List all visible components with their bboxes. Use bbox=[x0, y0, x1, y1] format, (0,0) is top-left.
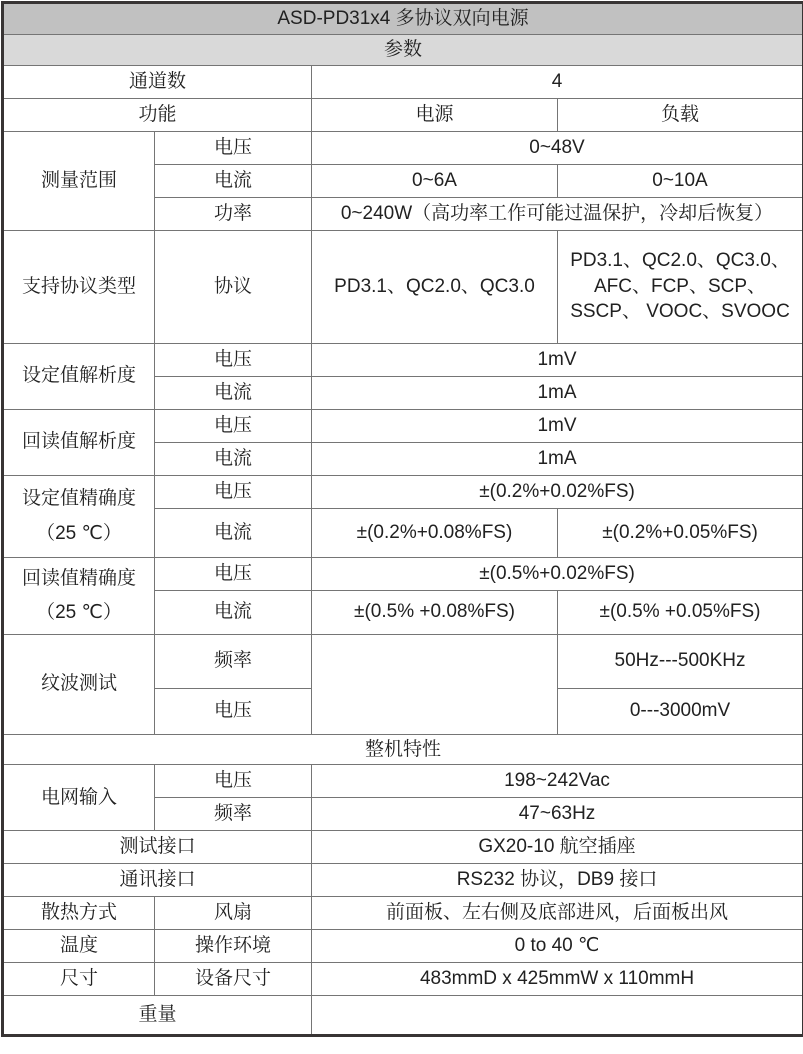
grid-input-voltage-label: 电压 bbox=[155, 765, 312, 798]
protocols-label: 支持协议类型 bbox=[3, 230, 155, 343]
grid-input-freq-value: 47~63Hz bbox=[312, 798, 803, 831]
set-accuracy-label-line1: 设定值精确度 bbox=[21, 488, 136, 509]
channels-value: 4 bbox=[312, 65, 803, 98]
measure-range-label: 测量范围 bbox=[3, 131, 155, 230]
weight-label: 重量 bbox=[3, 996, 312, 1036]
measure-range-voltage-value: 0~48V bbox=[312, 131, 803, 164]
cooling-sub-label: 风扇 bbox=[155, 897, 312, 930]
readback-resolution-voltage-value: 1mV bbox=[312, 409, 803, 442]
section-header-params: 参数 bbox=[3, 34, 803, 65]
set-resolution-current-label: 电流 bbox=[155, 376, 312, 409]
set-accuracy-voltage-value: ±(0.2%+0.02%FS) bbox=[312, 475, 803, 508]
function-label: 功能 bbox=[3, 98, 312, 131]
table-title: ASD-PD31x4 多协议双向电源 bbox=[3, 3, 803, 35]
measure-range-power-label: 功率 bbox=[155, 197, 312, 230]
protocols-load-line3: VOOC、SVOOC bbox=[646, 301, 790, 323]
set-accuracy-voltage-label: 电压 bbox=[155, 475, 312, 508]
readback-accuracy-label-line1: 回读值精确度 bbox=[21, 567, 136, 589]
ripple-test-empty-cell bbox=[312, 634, 558, 734]
comm-port-label: 通讯接口 bbox=[3, 864, 312, 897]
readback-resolution-label: 回读值解析度 bbox=[3, 409, 155, 475]
set-resolution-label: 设定值解析度 bbox=[3, 343, 155, 409]
set-accuracy-current-load: ±(0.2%+0.05%FS) bbox=[558, 508, 803, 557]
set-accuracy-label bbox=[3, 475, 155, 557]
test-port-value: GX20-10 航空插座 bbox=[312, 831, 803, 864]
readback-accuracy-voltage-label: 电压 bbox=[155, 557, 312, 590]
weight-value bbox=[312, 996, 803, 1036]
function-load: 负载 bbox=[558, 98, 803, 131]
readback-accuracy-voltage-value: ±(0.5%+0.02%FS) bbox=[312, 557, 803, 590]
readback-resolution-current-value: 1mA bbox=[312, 442, 803, 475]
protocols-load-line1: PD3.1、QC2.0、QC3.0、 bbox=[570, 250, 790, 272]
dimensions-sub-label: 设备尺寸 bbox=[155, 963, 312, 996]
protocols-sub-label: 协议 bbox=[155, 230, 312, 343]
ripple-test-voltage-value: 0---3000mV bbox=[558, 688, 803, 734]
set-accuracy-label-line2: （25 ℃） bbox=[36, 522, 122, 544]
dimensions-value: 483mmD x 425mmW x 110mmH bbox=[312, 963, 803, 996]
readback-accuracy-label-line2: （25 ℃） bbox=[36, 602, 122, 624]
test-port-label: 测试接口 bbox=[3, 831, 312, 864]
measure-range-current-label: 电流 bbox=[155, 164, 312, 197]
temperature-label: 温度 bbox=[3, 930, 155, 963]
cooling-label: 散热方式 bbox=[3, 897, 155, 930]
ripple-test-freq-label: 频率 bbox=[155, 634, 312, 688]
readback-accuracy-label bbox=[3, 557, 155, 634]
readback-accuracy-current-label: 电流 bbox=[155, 590, 312, 634]
ripple-test-freq-value: 50Hz---500KHz bbox=[558, 634, 803, 688]
readback-accuracy-current-source: ±(0.5% +0.08%FS) bbox=[312, 590, 558, 634]
ripple-test-voltage-label: 电压 bbox=[155, 688, 312, 734]
set-resolution-current-value: 1mA bbox=[312, 376, 803, 409]
readback-resolution-current-label: 电流 bbox=[155, 442, 312, 475]
protocols-load-value bbox=[558, 230, 803, 343]
comm-port-value: RS232 协议，DB9 接口 bbox=[312, 864, 803, 897]
measure-range-current-source: 0~6A bbox=[312, 164, 558, 197]
grid-input-voltage-value: 198~242Vac bbox=[312, 765, 803, 798]
readback-accuracy-current-load: ±(0.5% +0.05%FS) bbox=[558, 590, 803, 634]
measure-range-voltage-label: 电压 bbox=[155, 131, 312, 164]
ripple-test-label: 纹波测试 bbox=[3, 634, 155, 734]
dimensions-label: 尺寸 bbox=[3, 963, 155, 996]
set-resolution-voltage-label: 电压 bbox=[155, 343, 312, 376]
channels-label: 通道数 bbox=[3, 65, 312, 98]
grid-input-label: 电网输入 bbox=[3, 765, 155, 831]
measure-range-power-value: 0~240W（高功率工作可能过温保护，冷却后恢复） bbox=[312, 197, 803, 230]
protocols-source-value: PD3.1、QC2.0、QC3.0 bbox=[312, 230, 558, 343]
grid-input-freq-label: 频率 bbox=[155, 798, 312, 831]
readback-resolution-voltage-label: 电压 bbox=[155, 409, 312, 442]
set-accuracy-current-source: ±(0.2%+0.08%FS) bbox=[312, 508, 558, 557]
section-header-machine: 整机特性 bbox=[3, 734, 803, 765]
set-accuracy-current-label: 电流 bbox=[155, 508, 312, 557]
temperature-sub-label: 操作环境 bbox=[155, 930, 312, 963]
function-source: 电源 bbox=[312, 98, 558, 131]
measure-range-current-load: 0~10A bbox=[558, 164, 803, 197]
spec-table bbox=[1, 1, 803, 1037]
set-resolution-voltage-value: 1mV bbox=[312, 343, 803, 376]
protocols-load-line2: AFC、FCP、SCP、SSCP、 bbox=[570, 275, 767, 323]
temperature-value: 0 to 40 ℃ bbox=[312, 930, 803, 963]
cooling-value: 前面板、左右侧及底部进风，后面板出风 bbox=[312, 897, 803, 930]
